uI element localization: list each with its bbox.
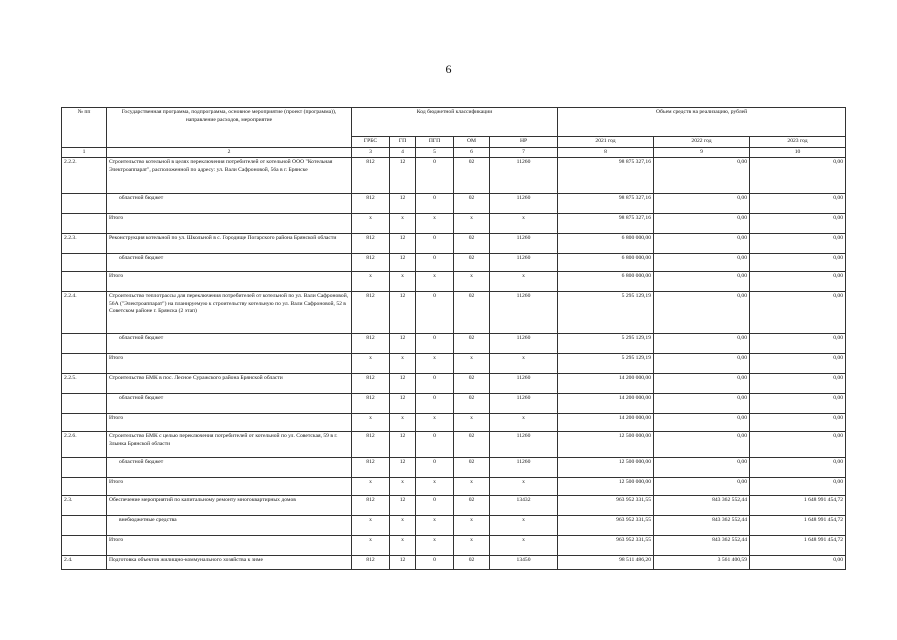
row-pgp: 0: [416, 394, 454, 414]
row-om: 02: [454, 394, 490, 414]
table-row: [62, 394, 846, 414]
row-name: Обеспечение мероприятий по капитальному ремонту многоквартирных домов: [107, 496, 352, 516]
row-num: [62, 194, 107, 214]
row-nr: х: [490, 516, 558, 536]
row-2022: 0,00: [654, 354, 750, 374]
row-2022: 0,00: [654, 374, 750, 394]
row-nr: х: [490, 272, 558, 292]
row-2021: 6 800 000,00: [558, 254, 654, 272]
header-om: ОМ: [454, 137, 490, 148]
row-2023: 0,00: [750, 556, 846, 570]
row-name: Подготовка объектов жилищно-коммунального хозяйства к зиме: [107, 556, 352, 570]
row-2022: 0,00: [654, 292, 750, 334]
row-num: [62, 334, 107, 354]
row-om: 02: [454, 458, 490, 478]
row-gp: 12: [390, 292, 416, 334]
row-pgp: 0: [416, 334, 454, 354]
row-name: Строительство теплотрассы для переключения потребителей от котельной по ул. Вали Сафроновой, 56А ("Электроаппарат") на планируемую к строительству котельную по ул. Вали Сафроновой, 52 в Советском районе г. Брянска (2 этап): [107, 292, 352, 334]
row-num: [62, 254, 107, 272]
table-row: [62, 354, 846, 374]
row-num: 2.2.6.: [62, 432, 107, 458]
header-grbs: ГРБС: [352, 137, 390, 148]
row-num: 2.2.4.: [62, 292, 107, 334]
row-grbs: х: [352, 214, 390, 234]
row-2023: 0,00: [750, 272, 846, 292]
table-row: [62, 272, 846, 292]
row-om: 02: [454, 158, 490, 194]
row-nr: 11260: [490, 334, 558, 354]
index-cell: 3: [352, 147, 390, 158]
row-2021: 5 295 129,19: [558, 354, 654, 374]
row-grbs: х: [352, 272, 390, 292]
row-om: 02: [454, 556, 490, 570]
table-row: [62, 414, 846, 432]
table-row: [62, 556, 846, 570]
row-2023: 0,00: [750, 394, 846, 414]
budget-table: [61, 107, 846, 570]
row-gp: 12: [390, 254, 416, 272]
table-row: [62, 234, 846, 254]
row-pgp: х: [416, 272, 454, 292]
row-num: 2.2.2.: [62, 158, 107, 194]
row-gp: х: [390, 536, 416, 556]
row-name: областной бюджет: [107, 334, 352, 354]
table-row: [62, 458, 846, 478]
index-cell: 5: [416, 147, 454, 158]
row-name: областной бюджет: [107, 394, 352, 414]
row-gp: х: [390, 354, 416, 374]
table-row: [62, 254, 846, 272]
row-gp: 12: [390, 496, 416, 516]
row-2021: 98 875 327,16: [558, 194, 654, 214]
row-om: 02: [454, 432, 490, 458]
row-gp: 12: [390, 394, 416, 414]
row-grbs: 812: [352, 394, 390, 414]
row-2022: 0,00: [654, 432, 750, 458]
row-2021: 5 295 129,19: [558, 292, 654, 334]
row-om: 02: [454, 374, 490, 394]
row-grbs: х: [352, 516, 390, 536]
row-2021: 6 800 000,00: [558, 234, 654, 254]
row-gp: х: [390, 272, 416, 292]
row-pgp: х: [416, 536, 454, 556]
row-2023: 1 648 991 454,72: [750, 536, 846, 556]
row-name: Итого: [107, 354, 352, 374]
table-row: [62, 374, 846, 394]
table-row: [62, 516, 846, 536]
row-grbs: 812: [352, 374, 390, 394]
row-2021: 98 511 486,20: [558, 556, 654, 570]
row-2022: 0,00: [654, 458, 750, 478]
row-om: 02: [454, 194, 490, 214]
row-num: [62, 516, 107, 536]
header-nr: НР: [490, 137, 558, 148]
row-name: областной бюджет: [107, 254, 352, 272]
row-pgp: 0: [416, 194, 454, 214]
row-nr: 13432: [490, 496, 558, 516]
row-2023: 1 648 991 454,72: [750, 516, 846, 536]
row-pgp: х: [416, 214, 454, 234]
table-row: [62, 334, 846, 354]
index-cell: 7: [490, 147, 558, 158]
row-grbs: 812: [352, 292, 390, 334]
row-name: областной бюджет: [107, 458, 352, 478]
row-2021: 14 200 000,00: [558, 394, 654, 414]
row-pgp: 0: [416, 374, 454, 394]
row-2023: 0,00: [750, 432, 846, 458]
row-2021: 12 500 000,00: [558, 478, 654, 496]
row-num: [62, 536, 107, 556]
row-pgp: х: [416, 354, 454, 374]
header-2023: 2023 год: [750, 137, 846, 148]
row-2023: 0,00: [750, 234, 846, 254]
index-cell: 9: [654, 147, 750, 158]
row-nr: 11260: [490, 432, 558, 458]
row-om: х: [454, 478, 490, 496]
row-name: Итого: [107, 272, 352, 292]
row-2022: 0,00: [654, 194, 750, 214]
header-row: [62, 108, 846, 137]
row-2022: 843 362 552,44: [654, 496, 750, 516]
row-nr: х: [490, 478, 558, 496]
row-2021: 14 200 000,00: [558, 414, 654, 432]
table-row: [62, 158, 846, 194]
header-sum-group: Объем средств на реализацию, рублей: [558, 108, 846, 137]
row-nr: 13450: [490, 556, 558, 570]
row-pgp: 0: [416, 458, 454, 478]
row-num: 2.2.3.: [62, 234, 107, 254]
row-grbs: 812: [352, 234, 390, 254]
row-2021: 963 952 331,55: [558, 516, 654, 536]
row-name: областной бюджет: [107, 194, 352, 214]
row-grbs: 812: [352, 334, 390, 354]
row-2023: 0,00: [750, 374, 846, 394]
header-code-group: Код бюджетной классификации: [352, 108, 558, 137]
row-2022: 0,00: [654, 478, 750, 496]
row-2023: 0,00: [750, 214, 846, 234]
row-2021: 12 500 000,00: [558, 432, 654, 458]
row-2023: 0,00: [750, 158, 846, 194]
row-grbs: 812: [352, 496, 390, 516]
row-2022: 843 362 552,44: [654, 536, 750, 556]
header-gp: ГП: [390, 137, 416, 148]
index-cell: 6: [454, 147, 490, 158]
row-pgp: 0: [416, 292, 454, 334]
row-num: [62, 414, 107, 432]
row-pgp: х: [416, 516, 454, 536]
row-om: 02: [454, 496, 490, 516]
row-num: [62, 272, 107, 292]
row-grbs: 812: [352, 254, 390, 272]
row-grbs: х: [352, 414, 390, 432]
row-nr: 11260: [490, 374, 558, 394]
index-cell: 10: [750, 147, 846, 158]
row-gp: 12: [390, 194, 416, 214]
row-gp: 12: [390, 432, 416, 458]
row-grbs: 812: [352, 194, 390, 214]
row-om: х: [454, 272, 490, 292]
table-row: [62, 194, 846, 214]
row-num: [62, 478, 107, 496]
row-gp: х: [390, 516, 416, 536]
row-pgp: х: [416, 414, 454, 432]
row-om: 02: [454, 234, 490, 254]
row-grbs: 812: [352, 432, 390, 458]
row-nr: х: [490, 354, 558, 374]
row-2022: 0,00: [654, 214, 750, 234]
row-gp: 12: [390, 458, 416, 478]
row-2022: 3 561 400,59: [654, 556, 750, 570]
row-2022: 0,00: [654, 334, 750, 354]
row-gp: 12: [390, 374, 416, 394]
header-2022: 2022 год: [654, 137, 750, 148]
row-nr: 11260: [490, 158, 558, 194]
row-nr: х: [490, 536, 558, 556]
row-pgp: х: [416, 478, 454, 496]
header-2021: 2021 год: [558, 137, 654, 148]
row-nr: 11260: [490, 254, 558, 272]
row-pgp: 0: [416, 496, 454, 516]
row-num: [62, 394, 107, 414]
row-2021: 98 875 327,16: [558, 158, 654, 194]
table-row: [62, 432, 846, 458]
row-pgp: 0: [416, 432, 454, 458]
header-num: № пп: [62, 108, 107, 148]
row-nr: х: [490, 214, 558, 234]
row-name: Итого: [107, 414, 352, 432]
row-2021: 963 952 331,55: [558, 536, 654, 556]
index-cell: 4: [390, 147, 416, 158]
row-2022: 843 362 552,44: [654, 516, 750, 536]
row-gp: х: [390, 478, 416, 496]
row-2021: 98 875 327,16: [558, 214, 654, 234]
row-name: внебюджетные средства: [107, 516, 352, 536]
row-pgp: 0: [416, 234, 454, 254]
row-om: х: [454, 516, 490, 536]
row-grbs: х: [352, 354, 390, 374]
table-row: [62, 292, 846, 334]
row-2022: 0,00: [654, 414, 750, 432]
row-num: [62, 354, 107, 374]
index-cell: 8: [558, 147, 654, 158]
row-gp: 12: [390, 234, 416, 254]
index-row: [62, 147, 846, 158]
row-nr: 11260: [490, 394, 558, 414]
page-number: 6: [445, 62, 452, 76]
row-2023: 0,00: [750, 414, 846, 432]
row-num: 2.4.: [62, 556, 107, 570]
row-name: Строительство БМК с целью переключения потребителей от котельной по ул. Советская, 59 в г. Злынка Брянской области: [107, 432, 352, 458]
row-2021: 14 200 000,00: [558, 374, 654, 394]
row-grbs: 812: [352, 158, 390, 194]
row-grbs: 812: [352, 556, 390, 570]
row-2022: 0,00: [654, 394, 750, 414]
row-2022: 0,00: [654, 158, 750, 194]
row-2021: 5 295 129,19: [558, 334, 654, 354]
row-grbs: х: [352, 536, 390, 556]
row-2022: 0,00: [654, 254, 750, 272]
row-gp: х: [390, 414, 416, 432]
row-gp: 12: [390, 334, 416, 354]
table-row: [62, 214, 846, 234]
row-om: х: [454, 536, 490, 556]
row-om: х: [454, 354, 490, 374]
row-2023: 0,00: [750, 292, 846, 334]
row-2021: 963 952 331,55: [558, 496, 654, 516]
row-gp: х: [390, 214, 416, 234]
header-pgp: ПГП: [416, 137, 454, 148]
row-name: Итого: [107, 536, 352, 556]
row-nr: 11260: [490, 194, 558, 214]
table-row: [62, 478, 846, 496]
row-2023: 0,00: [750, 194, 846, 214]
row-2023: 0,00: [750, 354, 846, 374]
row-2023: 0,00: [750, 478, 846, 496]
row-om: 02: [454, 292, 490, 334]
row-num: 2.3.: [62, 496, 107, 516]
row-2022: 0,00: [654, 234, 750, 254]
row-pgp: 0: [416, 254, 454, 272]
row-2023: 1 648 991 454,72: [750, 496, 846, 516]
row-2023: 0,00: [750, 334, 846, 354]
row-2023: 0,00: [750, 254, 846, 272]
row-gp: 12: [390, 556, 416, 570]
header-name: Государственная программа, подпрограмма, основное мероприятие (проект (программа)), направление расходов, мероприятие: [107, 108, 352, 148]
row-nr: 11260: [490, 234, 558, 254]
row-gp: 12: [390, 158, 416, 194]
row-nr: 11260: [490, 458, 558, 478]
row-om: 02: [454, 254, 490, 272]
row-num: [62, 214, 107, 234]
index-cell: 1: [62, 147, 107, 158]
row-grbs: 812: [352, 458, 390, 478]
index-cell: 2: [107, 147, 352, 158]
row-pgp: 0: [416, 158, 454, 194]
row-om: х: [454, 214, 490, 234]
row-num: 2.2.5.: [62, 374, 107, 394]
row-om: 02: [454, 334, 490, 354]
row-2023: 0,00: [750, 458, 846, 478]
row-num: [62, 458, 107, 478]
row-name: Реконструкция котельной по ул. Школьной в с. Городище Погарского района Брянской области: [107, 234, 352, 254]
row-2022: 0,00: [654, 272, 750, 292]
table-row: [62, 496, 846, 516]
row-nr: 11260: [490, 292, 558, 334]
row-nr: х: [490, 414, 558, 432]
row-pgp: 0: [416, 556, 454, 570]
row-name: Итого: [107, 214, 352, 234]
row-2021: 6 800 000,00: [558, 272, 654, 292]
row-name: Строительство БМК в пос. Лесное Суражского района Брянской области: [107, 374, 352, 394]
row-om: х: [454, 414, 490, 432]
row-name: Итого: [107, 478, 352, 496]
row-name: Строительство котельной в целях переключения потребителей от котельной ООО "Котельная Электроаппарат", расположенной по адресу: ул. Вали Сафроновой, 56а в г. Брянске: [107, 158, 352, 194]
row-grbs: х: [352, 478, 390, 496]
table-row: [62, 536, 846, 556]
row-2021: 12 500 000,00: [558, 458, 654, 478]
